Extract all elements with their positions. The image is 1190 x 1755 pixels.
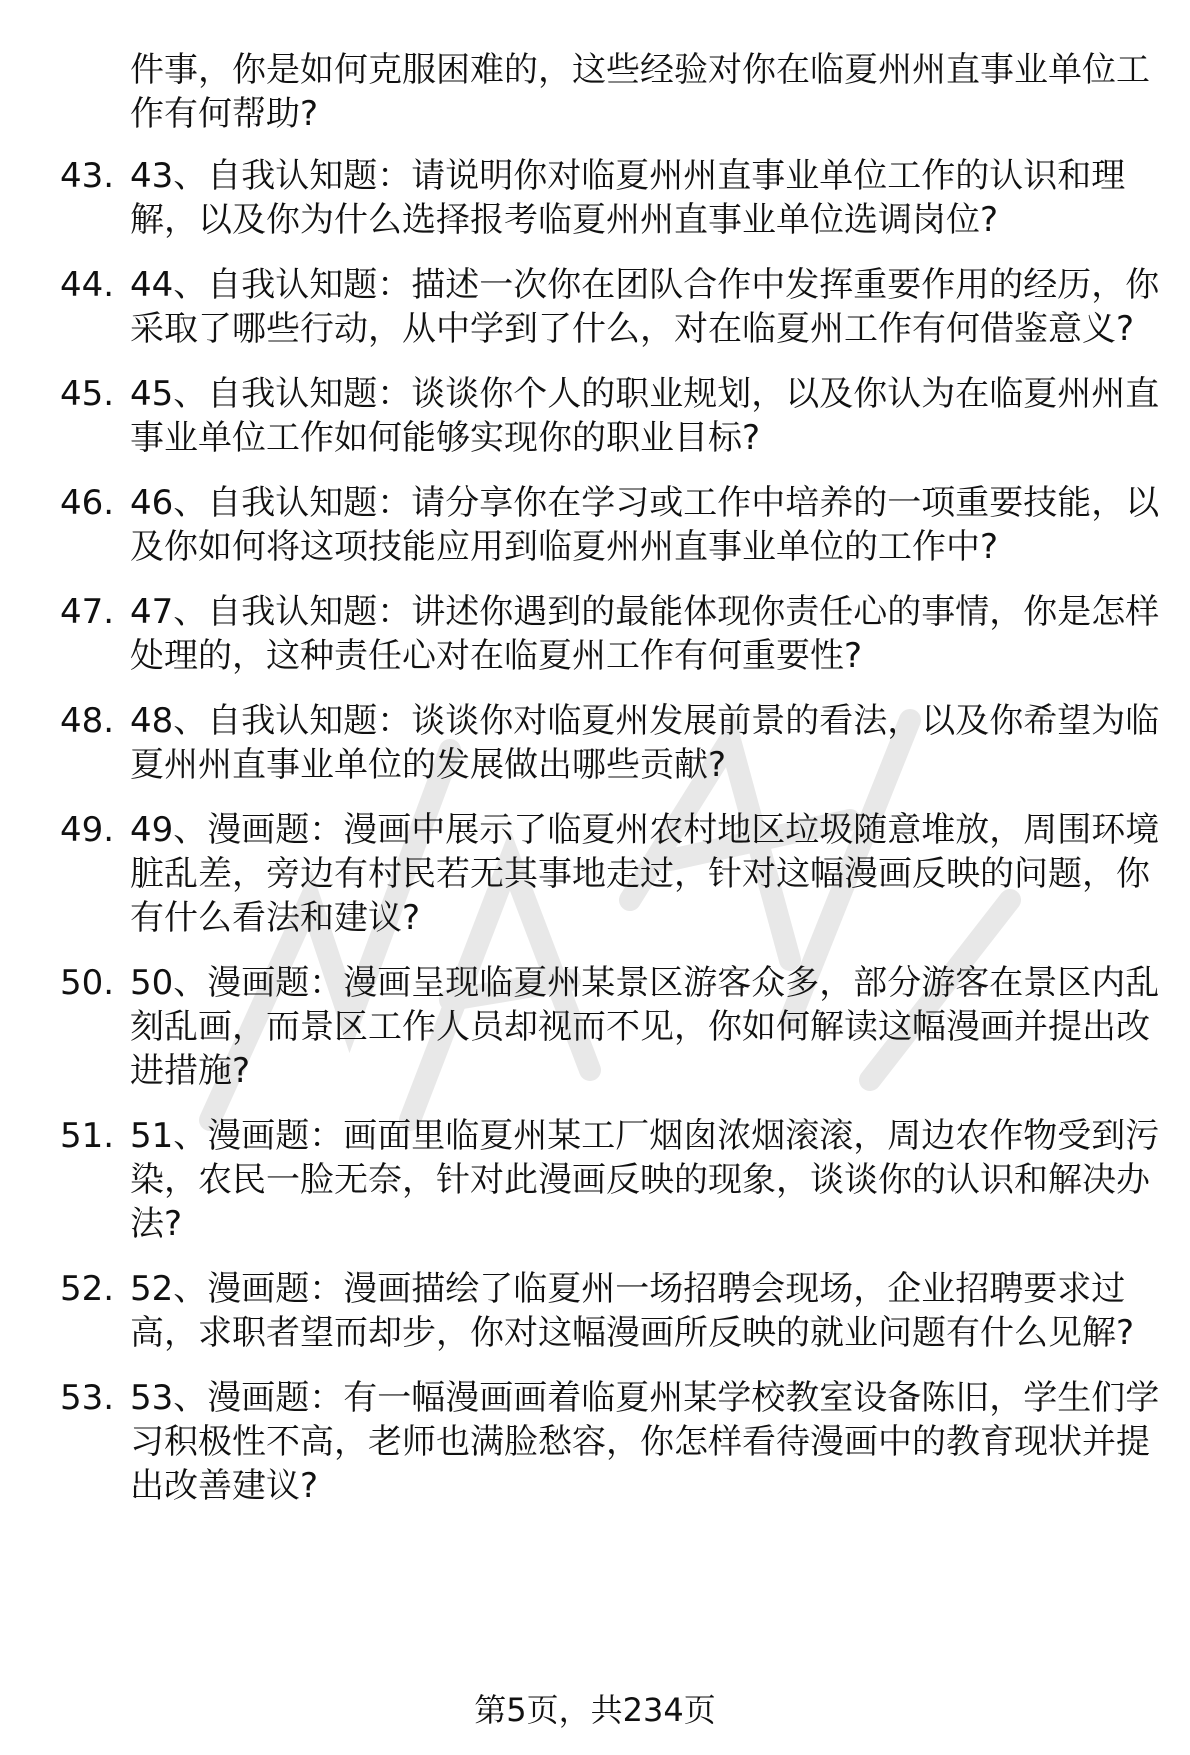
question-list — [60, 154, 1160, 1508]
continued-text: 件事，你是如何克服困难的，这些经验对你在临夏州州直事业单位工作有何帮助? — [130, 50, 1150, 134]
list-item — [60, 1114, 1160, 1246]
list-item — [60, 1267, 1160, 1355]
item-text: 52、漫画题：漫画描绘了临夏州一场招聘会现场，企业招聘要求过高，求职者望而却步，你对这幅漫画所反映的就业问题有什么见解? — [130, 1269, 1135, 1353]
item-number: 49. — [60, 810, 115, 850]
list-item — [60, 961, 1160, 1093]
list-item — [60, 372, 1160, 460]
item-number: 48. — [60, 701, 115, 741]
item-number: 46. — [60, 483, 115, 523]
item-text: 43、自我认知题：请说明你对临夏州州直事业单位工作的认识和理解，以及你为什么选择报考临夏州州直事业单位选调岗位? — [130, 156, 1126, 240]
page-number-label: 第5页，共234页 — [474, 1691, 716, 1729]
item-number: 47. — [60, 592, 115, 632]
item-text: 48、自我认知题：谈谈你对临夏州发展前景的看法，以及你希望为临夏州州直事业单位的发展做出哪些贡献? — [130, 701, 1160, 785]
list-item — [60, 699, 1160, 787]
item-number: 43. — [60, 156, 115, 196]
item-number: 50. — [60, 963, 115, 1003]
item-text: 46、自我认知题：请分享你在学习或工作中培养的一项重要技能，以及你如何将这项技能应用到临夏州州直事业单位的工作中? — [130, 483, 1160, 567]
item-text: 49、漫画题：漫画中展示了临夏州农村地区垃圾随意堆放，周围环境脏乱差，旁边有村民若无其事地走过，针对这幅漫画反映的问题，你有什么看法和建议? — [130, 810, 1160, 938]
item-number: 53. — [60, 1378, 115, 1418]
list-item — [60, 154, 1160, 242]
list-item — [60, 590, 1160, 678]
item-number: 44. — [60, 265, 115, 305]
list-item — [60, 1376, 1160, 1508]
list-item — [60, 263, 1160, 351]
page-footer — [0, 1690, 1190, 1730]
item-number: 51. — [60, 1116, 115, 1156]
item-text: 51、漫画题：画面里临夏州某工厂烟囱浓烟滚滚，周边农作物受到污染，农民一脸无奈，针对此漫画反映的现象，谈谈你的认识和解决办法? — [130, 1116, 1160, 1244]
item-text: 44、自我认知题：描述一次你在团队合作中发挥重要作用的经历，你采取了哪些行动，从中学到了什么，对在临夏州工作有何借鉴意义? — [130, 265, 1160, 349]
question-list-section — [60, 48, 1160, 1529]
item-number: 45. — [60, 374, 115, 414]
item-text: 53、漫画题：有一幅漫画画着临夏州某学校教室设备陈旧，学生们学习积极性不高，老师也满脸愁容，你怎样看待漫画中的教育现状并提出改善建议? — [130, 1378, 1160, 1506]
item-text: 45、自我认知题：谈谈你个人的职业规划，以及你认为在临夏州州直事业单位工作如何能够实现你的职业目标? — [130, 374, 1160, 458]
item-text: 47、自我认知题：讲述你遇到的最能体现你责任心的事情，你是怎样处理的，这种责任心对在临夏州工作有何重要性? — [130, 592, 1160, 676]
item-text: 50、漫画题：漫画呈现临夏州某景区游客众多，部分游客在景区内乱刻乱画，而景区工作人员却视而不见，你如何解读这幅漫画并提出改进措施? — [130, 963, 1160, 1091]
list-item — [60, 808, 1160, 940]
item-number: 52. — [60, 1269, 115, 1309]
list-item — [60, 481, 1160, 569]
